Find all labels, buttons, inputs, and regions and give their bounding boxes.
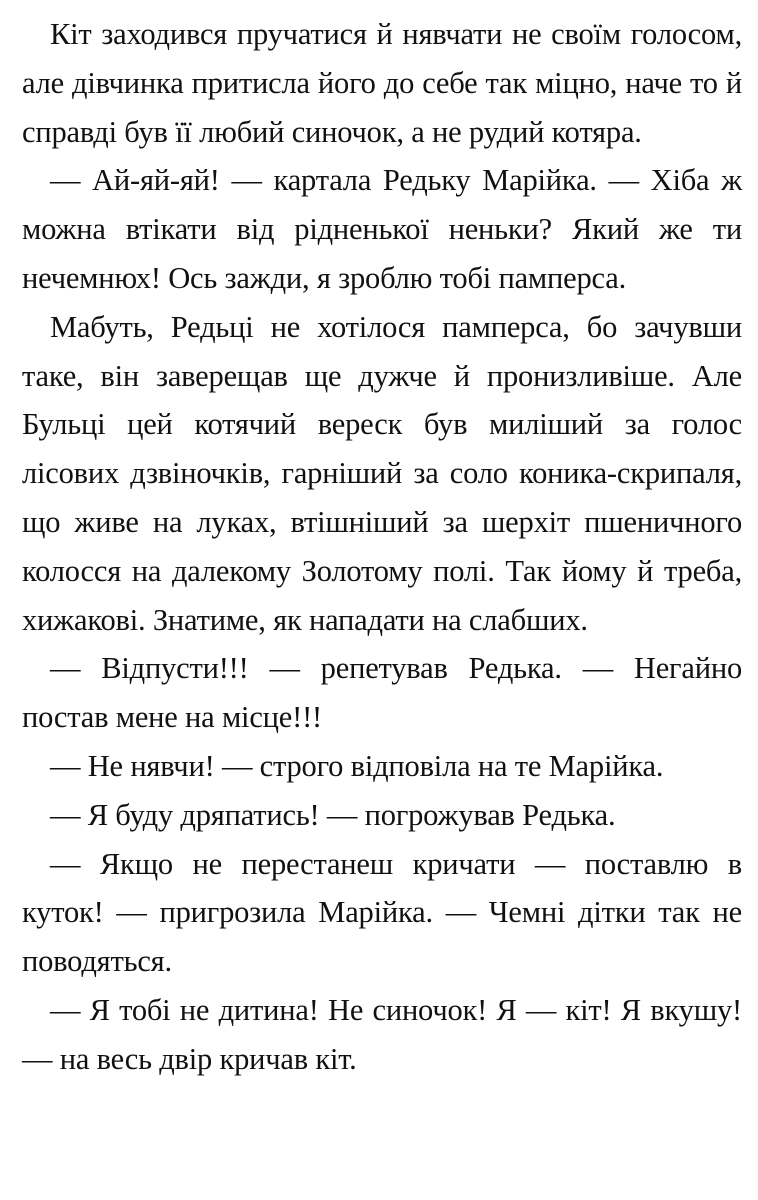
paragraph-6: — Я буду дряпатись! — погрожував Редька. bbox=[50, 797, 616, 832]
paragraph-2: — Ай-яй-яй! — картала Редьку Марійка. — Хіба ж можна втікати від рідненької неньки? Який же ти нечемнюх! Ось зажди, я зроблю тобі памперса. bbox=[22, 163, 742, 295]
paragraph-4: — Відпусти!!! — репетував Редька. — Негайно постав мене на місце!!! bbox=[22, 651, 742, 735]
paragraph-1: Кіт заходився пручатися й нявчати не своїм голосом, але дівчинка притисла його до себе так міцно, наче то й справді був її любий синочок, а не рудий котяра. bbox=[22, 17, 742, 149]
paragraph-3: Мабуть, Редьці не хотілося памперса, бо зачувши таке, він заверещав ще дужче й пронизливіше. Але Бульці цей котячий вереск був миліший за голос лісових дзвіночків, гарніший за соло коника-скрипаля, що живе на луках, втішніший за шерхіт пшеничного колосся на далекому Золотому полі. Так йому й треба, хижакові. Знатиме, як нападати на слабших. bbox=[22, 309, 742, 637]
paragraph-7: — Якщо не перестанеш кричати — поставлю в куток! — пригрозила Марійка. — Чемні дітки так не поводяться. bbox=[22, 846, 742, 979]
paragraph-8: — Я тобі не дитина! Не синочок! Я — кіт! Я вкушу! — на весь двір кричав кіт. bbox=[22, 992, 742, 1076]
paragraph-5: — Не нявчи! — строго відповіла на те Марійка. bbox=[50, 748, 664, 783]
